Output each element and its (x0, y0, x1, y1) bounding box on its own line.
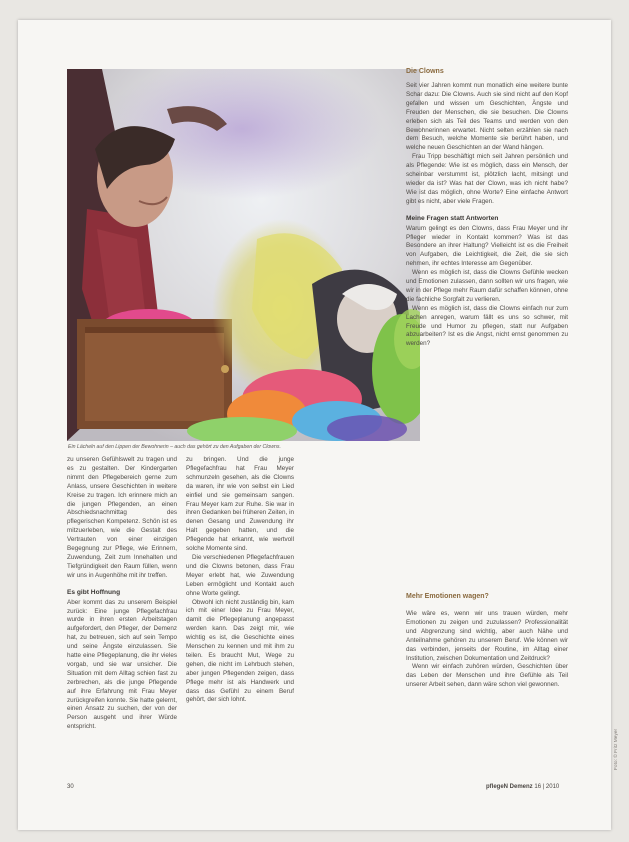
magazine-name: pflegeN Demenz (486, 784, 533, 790)
page-number: 30 (67, 784, 74, 790)
photo-credit: Foto: © Fritz Meyer (614, 728, 619, 770)
paragraph: Frau Tripp beschäftigt mich seit Jahren persönlich und als Pflegende: Wie ist es möglich, dass ein Mensch, der scheinbar verstummt ist, plötzlich lacht, mitsingt und wieder da ist? Was hat der Clown, was ich nicht habe? Wie ist das möglich, ohne Worte? Eine einfache Antwort gibt es nicht, aber viele Fragen. (406, 153, 568, 205)
paragraph: Wenn wir einfach zuhören würden, Geschichten über das Leben der Menschen und ihre Gefühle als Teil unserer Arbeit sehen, dann wäre schon viel gewonnen. (406, 663, 568, 689)
text-column-3-lower (406, 610, 568, 690)
text-column-3 (406, 82, 568, 349)
paragraph: Obwohl ich nicht zuständig bin, kam ich mit einer Idee zu Frau Meyer, damit die Pflegeplanung angepasst werden kann. Das zeigt mir, wie wichtig es ist, die Geschichte eines Menschen zu kennen und mit ihm zu teilen. Es braucht Mut, Wege zu gehen, die nicht im Lehrbuch stehen, aber jungen Pflegenden zeigen, dass Pflege mehr ist als Handwerk und dass das Gefühl zu einem Beruf gehört, der sich lohnt. (186, 598, 294, 704)
paragraph: Aber kommt das zu unserem Beispiel zurück: Eine junge Pflegefachfrau wurde in ihren ersten Arbeitstagen aufgefordert, den Pfleger, der Demenz hat, zu betreuen, sich auf sein Tempo und seine Ängste einzulassen. Sie hatte eine Pflegeplanung, die ihr vieles vorgab, und sie war unsicher. Die Situation mit dem Alltag schien fast zu zerbrechen, als die junge Pflegende auf ihre Erfahrung mit Frau Meyer zurückgreifen konnte. Sie hatte gelernt, einen Ansatz zu suchen, der von der Person ausgeht und ihrer Würde entspricht. (67, 598, 177, 731)
subheading: Es gibt Hoffnung (67, 588, 121, 596)
subheading: Meine Fragen statt Antworten (406, 214, 499, 222)
issue-number: 16 | 2010 (534, 784, 560, 790)
clown-photo-illustration (67, 69, 420, 441)
clown-photo (67, 69, 420, 441)
paragraph: Wenn es möglich ist, dass die Clowns einfach nur zum Lachen anregen, warum fällt es uns so schwer, mit Freude und Humor zu pflegen, statt nur Aufgaben abzuarbeiten? Ist es die Angst, nicht ernst genommen zu werden? (406, 304, 568, 348)
magazine-page (18, 20, 619, 830)
text-column-1 (67, 456, 177, 732)
section-heading: Die Clowns (406, 68, 444, 75)
paragraph: zu bringen. Und die junge Pflegefachfrau hat Frau Meyer schmunzeln gesehen, als die Clowns da waren, ihr wie von selbst ein Lied einfiel und sie gemeinsam sangen. Frau Meyer kam zur Ruhe. Sie war in ihren Gedanken bei früheren Zeiten, in denen Gesang und Zuwendung ihr Halt gegeben hatten, und die Pflegende hat erkannt, wie wertvoll solche Momente sind. (186, 456, 294, 553)
magazine-footer (486, 784, 559, 790)
photo-caption: Ein Lächeln auf den Lippen der Bewohnerin – auch das gehört zu den Aufgaben der Clowns. (68, 444, 281, 450)
paragraph: Wenn es möglich ist, dass die Clowns Gefühle wecken und Emotionen zulassen, dann sollten wir uns fragen, wie wir in der Pflege mehr Raum dafür schaffen können, ohne die fachliche Sorgfalt zu verlieren. (406, 269, 568, 303)
section-heading: Mehr Emotionen wagen? (406, 593, 489, 600)
text-column-2 (186, 456, 294, 705)
paragraph: Warum gelingt es den Clowns, dass Frau Meyer und ihr Pfleger wieder in Kontakt kommen? Was ist das Besondere an ihrer Haltung? Vielleicht ist es die Freiheit von Aufgaben, die Leichtigkeit, die Zeit, die sie sich nehmen, ihr echtes Interesse am Gegenüber. (406, 224, 568, 268)
paragraph: Wie wäre es, wenn wir uns trauen würden, mehr Emotionen zu zeigen und zuzulassen? Professionalität und Abgrenzung sind wichtig, aber auch Nähe und Anteilnahme gehören zu unserem Beruf. Wie können wir das verbinden, jenseits der Routine, im Alltag einer Institution, zwischen Dokumentation und Zeitdruck? (406, 610, 568, 662)
paragraph: Die verschiedenen Pflegefachfrauen und die Clowns betonen, dass Frau Meyer erlebt hat, wie Zuwendung Leben ermöglicht und Kontakt auch ohne Worte gelingt. (186, 553, 294, 597)
paragraph: Seit vier Jahren kommt nun monatlich eine weitere bunte Schar dazu: Die Clowns. Auch sie sind nicht auf den Kopf gefallen und wissen um Geschichten, Ängste und Freuden der Menschen, die sie besuchen. Die Clowns erleben sich als Teil des Teams und werden von den Bewohnerinnen erwartet. Nicht selten erzählen sie nach dem Besuch, welche Momente sie berührt haben, und welche neuen Geschichten an der Wand hängen. (406, 82, 568, 152)
paragraph: zu unseren Gefühlswelt zu tragen und es zu gestalten. Der Kindergarten nimmt den Pflegebereich gerne zum Anlass, unsere Geschichten in weitere Kreise zu tragen. Ich erinnere mich an die jungen Pflegenden, an einen Abschiedsnachmittag des pflegerischen Kompetenz. Schön ist es mitzuerleben, wie die Gestalt des Vertrauten von einer einzigen Begegnung zur Pflege, wie Erinnern, Zuwendung, Zeit zum Innehalten und Tiefgründigkeit den Raum füllen, wenn wir uns in Augenhöhe mit ihr treffen. (67, 456, 177, 579)
